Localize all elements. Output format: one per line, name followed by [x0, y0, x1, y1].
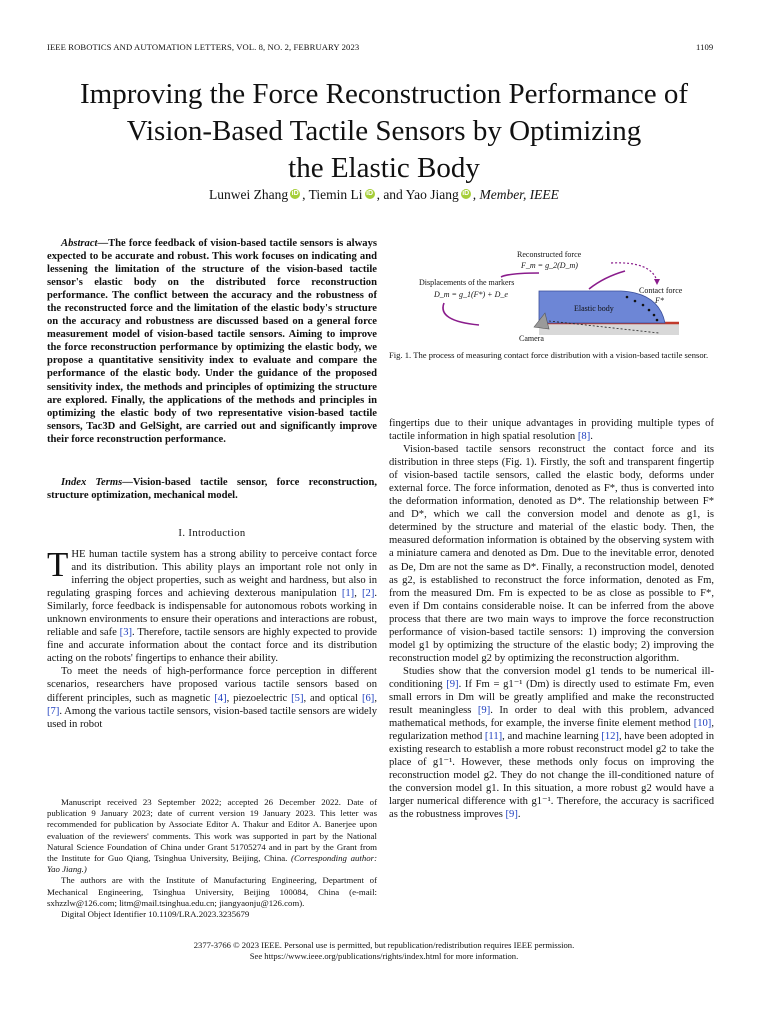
- contact-force-eq: F*: [655, 296, 664, 305]
- citation-link[interactable]: [12]: [601, 731, 619, 743]
- orcid-icon[interactable]: iD: [366, 190, 374, 197]
- paper-title: [40, 76, 728, 187]
- author-1: Lunwei Zhang: [209, 187, 289, 202]
- dashed-arrow: [611, 263, 657, 281]
- orcid-icon[interactable]: iD: [462, 190, 470, 197]
- right-column-text: fingertips due to their unique advantages in providing multiple types of tactile information in high spatial resolution [8]. Vision-based tactile sensors reconstruct the contact force and its distribution in three steps (Fig. 1). Firstly, the soft and transparent fingertip of vision-based tactile sensors, called the elastic body, deforms under external force. The force information, denoted as F*, thus is converted into the deformation information, denoted as D*. The relationship between F* and D*, which we call the conversion model and denote as g1, is determined by the structure and material of the elastic body. Then, the measured deformation information is obtained by the observing system with a miniature camera and denoted as Dm. Due to the inevitable error, denoted as De, Dm are not the same as D*. Finally, a reconstruction model, denoted as g2, is established to reconstruct the force information, denoted as Fm, from the measured Dm. Fm is expected to be as close as possible to F*, even if Dm contains considerable noise. It can be inferred from the above process that there are two main ways to improve the force reconstruction performance of vision-based tactile sensors: 1) improving the conversion model g1 by optimizing the structure of the elastic body; 2) improving the reconstruction model g2 by optimizing the reconstruction algorithm. Studies show that the conversion model g1 tends to be numerical ill-conditioning [9]. If Fm = g1⁻¹ (Dm) is directly used to estimate Fm, even small errors in Dm will be greatly amplified and make the reconstructed result meaningless [9]. In order to deal with this problem, advanced mathematical methods, for example, the inverse finite element method [10], regularization method [11], and machine learning [12], have been adopted in existing research to establish a more robust reconstruct model g2 to take the place of g1⁻¹. However, these methods only focus on improving the reconstruction model g2. They do not change the ill-conditioned nature of the conversion model g1. In this situation, a more robust g2 would have a larger numerical difference with g1⁻¹. Therefore, the accuracy is sacrificed as the robustness improves [9].: [389, 418, 715, 821]
- arrow-to-reconstruction: [501, 273, 539, 277]
- arrow-contact: [589, 271, 625, 289]
- author-line: [0, 187, 768, 203]
- author-membership: , Member, IEEE: [472, 187, 559, 202]
- camera-label: Camera: [519, 334, 544, 343]
- title-line-2: Vision-Based Tactile Sensors by Optimizing: [126, 115, 642, 147]
- citation-link[interactable]: [2]: [362, 588, 375, 600]
- index-terms: [47, 476, 377, 502]
- abstract-text: —The force feedback of vision-based tactile sensors is always expected to be accurate and robust. This work focuses on indicating and lessening the limitation of the structure of the vision-based tactile sensor's elastic body on the distributed force reconstruction performance. The conflict between the accuracy and the robustness of the reconstructed force and the limitation of the elastic body's structure on the accuracy and robustness are discussed based on a general force measurement model of vision-based tactile sensors. Aiming to improve the force reconstruction performance by optimizing the elastic body, we propose a quantitative sensitivity index to evaluate and compare the performance of the elastic body. Under the guidance of the proposed sensitivity index, the methods and principles of optimizing the structure are explored. Finally, the applications of the methods and principles in optimizing the elastic body of two representative vision-based tactile sensors, Tac3D and GelSight, are carried out and significantly improve their force reconstruction performance.: [47, 238, 377, 445]
- title-line-1: Improving the Force Reconstruction Performance of: [79, 78, 688, 110]
- citation-link[interactable]: [1]: [341, 588, 355, 600]
- intro-text: THE human tactile system has a strong ability to perceive contact force and its distribution. This ability plays an important role not only in inferring the object properties, such as weight and hardness, but also in regulating grasping forces and achieving dexterous manipulation [1], [2]. Similarly, force feedback is indispensable for autonomous robots working in unknown environments to ensure their operations and interactions are robust, reliable and safe [3]. Therefore, tactile sensors are highly expected to provide fine and accurate information about the contact force and its distribution acting on the robots' fingertips to enhance their ability. To meet the needs of high-performance force perception in different scenarios, researchers have proposed various tactile sensors based on different principles, such as magnetic [4], piezoelectric [5], and optical [6], [7]. Among the various tactile sensors, vision-based tactile sensors are widely used in robot: [47, 545, 378, 730]
- index-terms-label: Index Terms: [61, 477, 123, 488]
- citation-link[interactable]: [8]: [577, 431, 591, 443]
- author-3: , and Yao Jiang: [376, 187, 459, 202]
- contact-force-label: Contact force: [639, 286, 683, 295]
- citation-link[interactable]: [11]: [484, 731, 503, 743]
- citation-link[interactable]: [3]: [119, 627, 133, 639]
- page-number: 1109: [696, 42, 714, 52]
- arrowhead: [654, 279, 660, 285]
- figure-1-caption: Fig. 1. The process of measuring contact force distribution with a vision-based tactile sensor.: [389, 350, 709, 360]
- footnote: Manuscript received 23 September 2022; accepted 26 December 2022. Date of publication 9 January 2023; date of current version 19 January 2023. This letter was recommended for publication by Associate Editor A. Thakur and Editor A. Banerjee upon evaluation of the reviewers' comments. This work was supported in part by the National Natural Science Foundation of China under Grant 51705274 and in part by the Grant from the Institute for Guo Qiang, Tsinghua University, Beijing, China. (Corresponding author: Yao Jiang.) The authors are with the Institute of Manufacturing Engineering, Department of Mechanical Engineering, Tsinghua University, Beijing 100084, China (e-mail: sxhzzlw@126.com; litm@mail.tsinghua.edu.cn; jiangyaonju@126.com). Digital Object Identifier 10.1109/LRA.2023.3235679: [47, 797, 377, 920]
- drop-cap: T: [47, 545, 69, 584]
- copyright-notice: 2377-3766 © 2023 IEEE. Personal use is permitted, but republication/redistribution requires IEEE permission. See https://www.ieee.org/publications/rights/index.html for more information.: [193, 940, 575, 961]
- orcid-icon[interactable]: iD: [291, 190, 299, 197]
- displacements-eq: D_m = g_1(F*) + D_e: [434, 290, 508, 299]
- index-terms-text: —Vision-based tactile sensor, force reconstruction, structure optimization, mechanical model.: [47, 477, 377, 502]
- journal-header: IEEE ROBOTICS AND AUTOMATION LETTERS, VOL. 8, NO. 2, FEBRUARY 2023: [47, 42, 360, 52]
- displacements-label: Displacements of the markers: [419, 278, 515, 287]
- section-heading-introduction: I. Introduction: [178, 528, 246, 539]
- reconstructed-force-label: Reconstructed force: [517, 250, 582, 259]
- author-2: , Tiemin Li: [302, 187, 363, 202]
- citation-link[interactable]: [7]: [47, 705, 60, 717]
- citation-link[interactable]: [5]: [291, 692, 304, 704]
- elastic-body-label: Elastic body: [574, 304, 614, 313]
- figure-1-diagram: [389, 243, 714, 343]
- citation-link[interactable]: [9]: [505, 809, 518, 821]
- reconstructed-force-eq: F_m = g_2(D_m): [521, 261, 578, 270]
- abstract: [47, 237, 377, 446]
- arrow-to-camera: [443, 303, 479, 325]
- citation-link[interactable]: [10]: [693, 718, 712, 730]
- citation-link[interactable]: [9]: [477, 705, 491, 717]
- title-line-3: the Elastic Body: [288, 152, 480, 184]
- citation-link[interactable]: [9]: [446, 678, 459, 690]
- citation-link[interactable]: [4]: [214, 692, 227, 704]
- abstract-label: Abstract: [61, 238, 98, 249]
- citation-link[interactable]: [6]: [361, 692, 375, 704]
